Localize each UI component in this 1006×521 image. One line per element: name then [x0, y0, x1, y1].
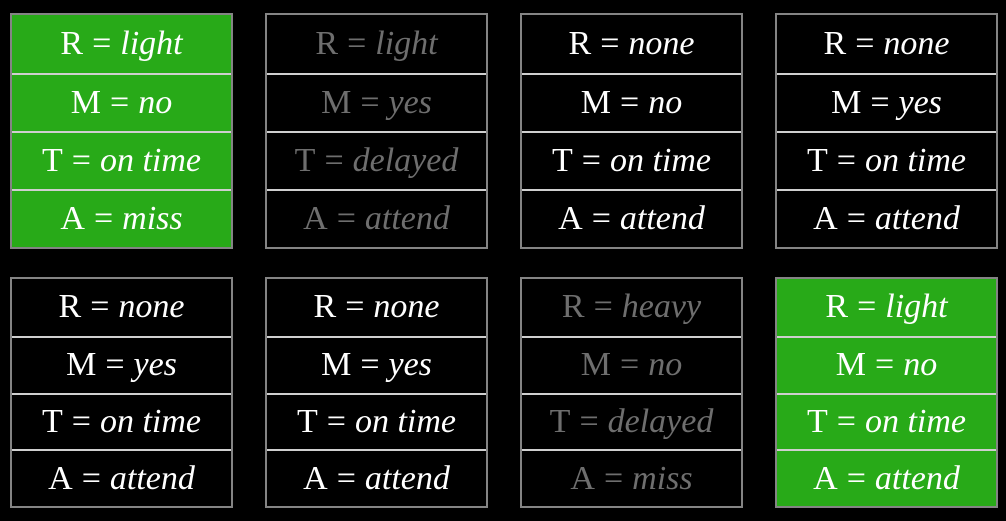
equals-sign: =: [92, 25, 112, 62]
variable-value: heavy: [621, 288, 702, 326]
variable-name: M: [66, 346, 97, 384]
equals-sign: =: [347, 25, 367, 62]
variable-value: light: [120, 25, 183, 62]
variable-value: no: [138, 84, 173, 121]
equals-sign: =: [855, 25, 875, 62]
assignment-row: [777, 73, 996, 131]
sample-card-6: [265, 277, 488, 508]
equals-sign: =: [870, 84, 890, 121]
variable-name: R: [823, 25, 847, 62]
variable-name: T: [806, 142, 828, 179]
assignment-row: [522, 449, 741, 506]
equals-sign: =: [360, 84, 380, 121]
variable-name: R: [60, 25, 84, 62]
assignment-row: [267, 393, 486, 450]
equals-sign: =: [620, 346, 640, 384]
assignment-row: [12, 131, 231, 189]
assignment-row: [522, 393, 741, 450]
sample-card-8: [775, 277, 998, 508]
variable-value: delayed: [352, 142, 459, 179]
variable-name: R: [568, 25, 592, 62]
variable-name: A: [813, 459, 838, 497]
variable-name: M: [835, 346, 867, 384]
assignment-row: [777, 189, 996, 247]
variable-value: no: [903, 346, 938, 384]
variable-name: R: [561, 288, 585, 326]
variable-name: T: [294, 142, 316, 179]
equals-sign: =: [105, 346, 125, 384]
equals-sign: =: [90, 288, 110, 326]
assignment-row: [267, 131, 486, 189]
variable-name: T: [549, 402, 571, 440]
assignment-row: [777, 15, 996, 73]
variable-value: on time: [864, 142, 966, 179]
assignment-row: [267, 15, 486, 73]
sample-card-3: [520, 13, 743, 249]
equals-sign: =: [81, 459, 101, 497]
sample-card-7: [520, 277, 743, 508]
assignment-row: [12, 336, 231, 393]
variable-value: yes: [898, 84, 942, 121]
sample-card-1: [10, 13, 233, 249]
equals-sign: =: [836, 402, 856, 440]
variable-name: M: [321, 84, 352, 121]
variable-name: T: [41, 142, 63, 179]
variable-name: M: [70, 84, 102, 121]
variable-name: T: [551, 142, 573, 179]
assignment-row: [777, 336, 996, 393]
equals-sign: =: [875, 346, 895, 384]
assignment-row: [12, 15, 231, 73]
variable-value: on time: [99, 402, 201, 440]
equals-sign: =: [846, 200, 866, 237]
variable-value: attend: [109, 459, 195, 497]
variable-value: delayed: [607, 402, 714, 440]
variable-name: R: [315, 25, 339, 62]
assignment-row: [522, 189, 741, 247]
variable-name: M: [321, 346, 352, 384]
variable-value: none: [118, 288, 185, 326]
variable-value: none: [373, 288, 440, 326]
variable-value: light: [375, 25, 438, 62]
equals-sign: =: [345, 288, 365, 326]
equals-sign: =: [836, 142, 856, 179]
equals-sign: =: [591, 200, 611, 237]
equals-sign: =: [336, 459, 356, 497]
variable-name: M: [831, 84, 862, 121]
variable-name: A: [303, 200, 328, 237]
variable-name: R: [825, 288, 849, 326]
variable-value: attend: [364, 459, 450, 497]
variable-name: M: [580, 346, 612, 384]
assignment-row: [12, 393, 231, 450]
equals-sign: =: [603, 459, 624, 497]
variable-value: no: [648, 84, 683, 121]
variable-value: attend: [364, 200, 450, 237]
variable-value: attend: [874, 200, 960, 237]
equals-sign: =: [324, 142, 344, 179]
assignment-row: [522, 131, 741, 189]
assignment-row: [522, 15, 741, 73]
variable-name: M: [580, 84, 612, 121]
assignment-row: [777, 279, 996, 336]
assignment-row: [267, 73, 486, 131]
assignment-row: [267, 336, 486, 393]
assignment-row: [12, 189, 231, 247]
variable-value: miss: [632, 459, 693, 497]
variable-name: A: [813, 200, 838, 237]
equals-sign: =: [581, 142, 601, 179]
variable-name: A: [303, 459, 328, 497]
assignment-row: [777, 131, 996, 189]
equals-sign: =: [71, 402, 91, 440]
assignment-row: [12, 73, 231, 131]
variable-name: R: [58, 288, 82, 326]
variable-name: T: [806, 402, 828, 440]
equals-sign: =: [336, 200, 356, 237]
assignment-row: [777, 393, 996, 450]
variable-name: A: [48, 459, 73, 497]
variable-value: attend: [874, 459, 960, 497]
variable-name: A: [60, 200, 85, 237]
variable-value: on time: [99, 142, 201, 179]
assignment-row: [12, 279, 231, 336]
variable-value: yes: [133, 346, 177, 384]
assignment-row: [267, 449, 486, 506]
variable-value: no: [648, 346, 683, 384]
variable-value: yes: [388, 346, 432, 384]
equals-sign: =: [593, 288, 613, 326]
variable-value: none: [883, 25, 950, 62]
equals-sign: =: [620, 84, 640, 121]
equals-sign: =: [326, 402, 346, 440]
sample-card-2: [265, 13, 488, 249]
variable-value: on time: [609, 142, 711, 179]
equals-sign: =: [857, 288, 877, 326]
variable-value: yes: [388, 84, 432, 121]
equals-sign: =: [579, 402, 599, 440]
variable-name: T: [41, 402, 63, 440]
variable-name: A: [558, 200, 583, 237]
assignment-row: [267, 279, 486, 336]
sample-card-4: [775, 13, 998, 249]
assignment-row: [12, 449, 231, 506]
variable-value: attend: [619, 200, 705, 237]
equals-sign: =: [71, 142, 91, 179]
variable-value: miss: [122, 200, 183, 237]
equals-sign: =: [93, 200, 114, 237]
equals-sign: =: [360, 346, 380, 384]
assignment-row: [267, 189, 486, 247]
variable-name: T: [296, 402, 318, 440]
equals-sign: =: [110, 84, 130, 121]
assignment-row: [522, 336, 741, 393]
sample-card-5: [10, 277, 233, 508]
equals-sign: =: [846, 459, 866, 497]
variable-value: on time: [354, 402, 456, 440]
variable-name: R: [313, 288, 337, 326]
assignment-row: [522, 73, 741, 131]
variable-value: on time: [864, 402, 966, 440]
variable-name: A: [570, 459, 595, 497]
variable-value: none: [628, 25, 695, 62]
assignment-row: [777, 449, 996, 506]
equals-sign: =: [600, 25, 620, 62]
assignment-row: [522, 279, 741, 336]
variable-value: light: [885, 288, 948, 326]
